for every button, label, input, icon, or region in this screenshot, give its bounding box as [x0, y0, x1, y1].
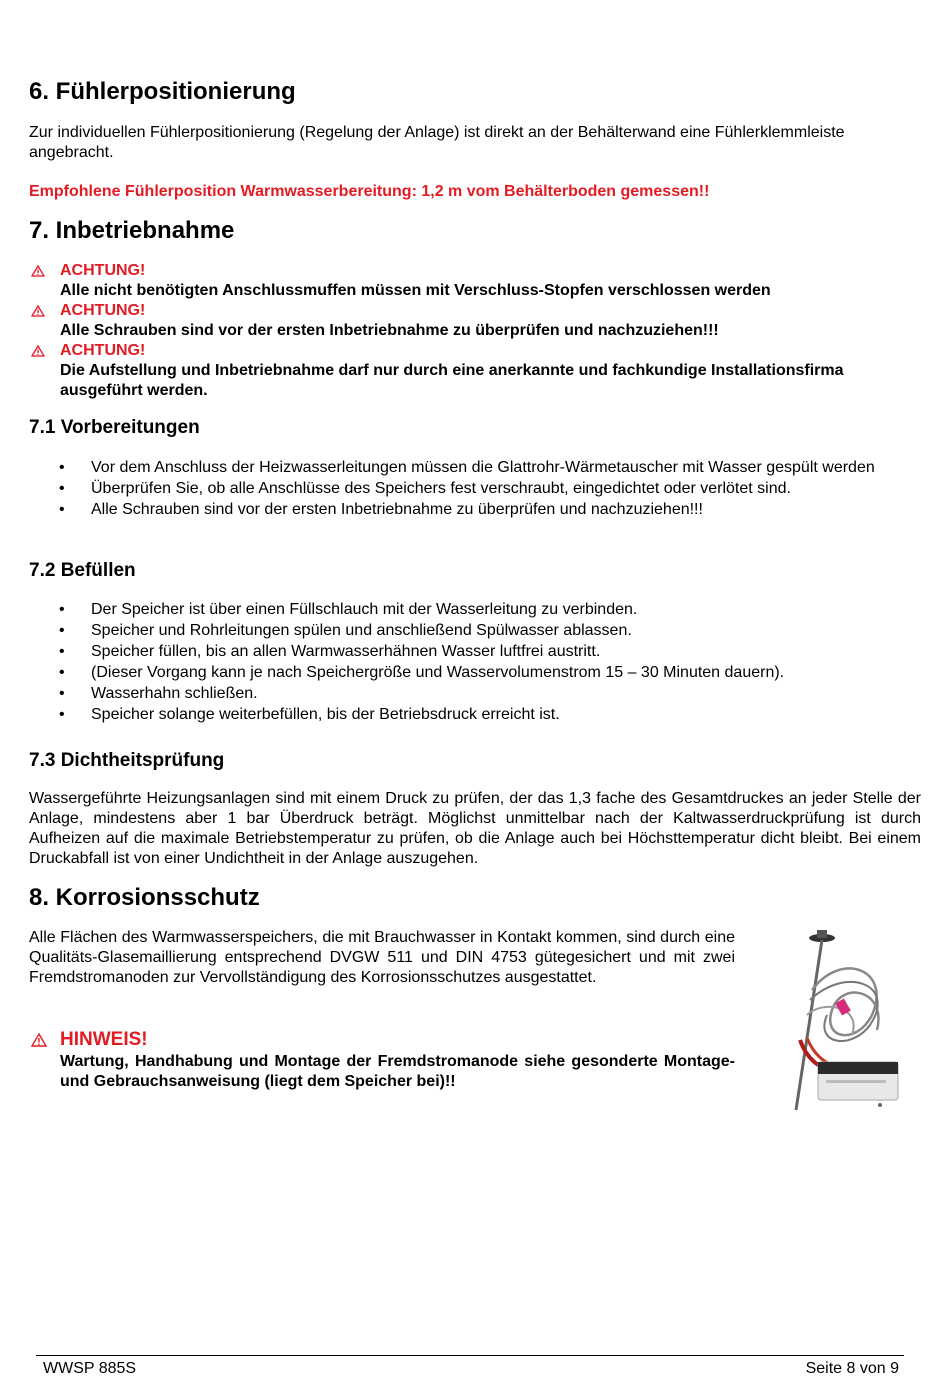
- list-item: • (Dieser Vorgang kann je nach Speichergröße und Wasservolumenstrom 15 – 30 Minuten dauern).: [59, 664, 785, 681]
- section-7-1-heading: 7.1 Vorbereitungen: [29, 417, 200, 438]
- section-6-heading: 6. Fühlerpositionierung: [29, 78, 296, 105]
- warning-block-2: [29, 301, 921, 341]
- list-item: • Speicher und Rohrleitungen spülen und anschließend Spülwasser ablassen.: [59, 622, 632, 639]
- warning-block-3: [29, 341, 921, 401]
- section-6-highlight: Empfohlene Fühlerposition Warmwasserbereitung: 1,2 m vom Behälterboden gemessen!!: [29, 183, 710, 200]
- warning-body: Alle Schrauben sind vor der ersten Inbetriebnahme zu überprüfen und nachzuziehen!!!: [60, 322, 719, 339]
- warning-triangle-icon: [29, 261, 60, 277]
- warning-triangle-icon: [29, 1028, 60, 1047]
- section-7-3-heading: 7.3 Dichtheitsprüfung: [29, 750, 225, 771]
- warning-block-1: [29, 261, 921, 301]
- section-6-intro: Zur individuellen Fühlerpositionierung (Regelung der Anlage) ist direkt an der Behälterwand eine Fühlerklemmleiste angebracht.: [29, 124, 845, 161]
- warning-title: ACHTUNG!: [60, 302, 146, 319]
- footer-left: WWSP 885S: [43, 1360, 137, 1377]
- footer-divider: [36, 1355, 904, 1356]
- list-item: • Speicher solange weiterbefüllen, bis der Betriebsdruck erreicht ist.: [59, 706, 560, 723]
- footer-right: Seite 8 von 9: [805, 1360, 899, 1377]
- list-item: • Überprüfen Sie, ob alle Anschlüsse des Speichers fest verschraubt, eingedichtet oder verlötet sind.: [59, 480, 791, 497]
- warning-body: Alle nicht benötigten Anschlussmuffen müssen mit Verschluss-Stopfen verschlossen werden: [60, 282, 771, 299]
- section-8-heading: 8. Korrosionsschutz: [29, 884, 260, 911]
- section-7-3-text: Wassergeführte Heizungsanlagen sind mit einem Druck zu prüfen, der das 1,3 fache des Gesamtdruckes an jeder Stelle der Anlage, mindestens aber 1 bar Überdruck beträgt. Möglichst unmittelbar nach der Kaltwasserdruckprüfung ist durch Aufheizen auf die maximale Betriebstemperatur zu prüfen, ob die Anlage auch bei Höchsttemperatur dicht bleibt. Bei einem Druckabfall ist von einer Undichtheit in der Anlage auszugehen.: [29, 790, 921, 867]
- list-item: • Alle Schrauben sind vor der ersten Inbetriebnahme zu überprüfen und nachzuziehen!!!: [59, 501, 703, 518]
- warning-title: ACHTUNG!: [60, 262, 146, 279]
- filling-list: [29, 599, 921, 725]
- section-7-heading: 7. Inbetriebnahme: [29, 217, 235, 244]
- section-8-text: Alle Flächen des Warmwasserspeichers, die mit Brauchwasser in Kontakt kommen, sind durch eine Qualitäts-Glasemaillierung entsprechend DVGW 511 und DIN 4753 gütegesichert und mit zwei Fremdstromanoden zur Vervollständigung des Korrosionsschutzes ausgestattet.: [29, 929, 735, 986]
- list-item: • Der Speicher ist über einen Füllschlauch mit der Wasserleitung zu verbinden.: [59, 601, 638, 618]
- list-item: • Speicher füllen, bis an allen Warmwasserhähnen Wasser luftfrei austritt.: [59, 643, 601, 660]
- section-7-2-heading: 7.2 Befüllen: [29, 560, 136, 581]
- warning-triangle-icon: [29, 301, 60, 317]
- list-item: • Wasserhahn schließen.: [59, 685, 258, 702]
- warning-body: Die Aufstellung und Inbetriebnahme darf nur durch eine anerkannte und fachkundige Installationsfirma ausgeführt werden.: [60, 362, 844, 399]
- hint-body: Wartung, Handhabung und Montage der Fremdstromanode siehe gesonderte Montage- und Gebrauchsanweisung (liegt dem Speicher bei)!!: [60, 1053, 735, 1090]
- list-item: • Vor dem Anschluss der Heizwasserleitungen müssen die Glattrohr-Wärmetauscher mit Wasser gespült werden: [59, 459, 875, 476]
- preparation-list: [29, 457, 921, 520]
- hint-block: [29, 1028, 735, 1092]
- hint-title: HINWEIS!: [60, 1029, 148, 1050]
- warning-triangle-icon: [29, 341, 60, 357]
- warning-title: ACHTUNG!: [60, 342, 146, 359]
- anode-photo: [752, 920, 902, 1120]
